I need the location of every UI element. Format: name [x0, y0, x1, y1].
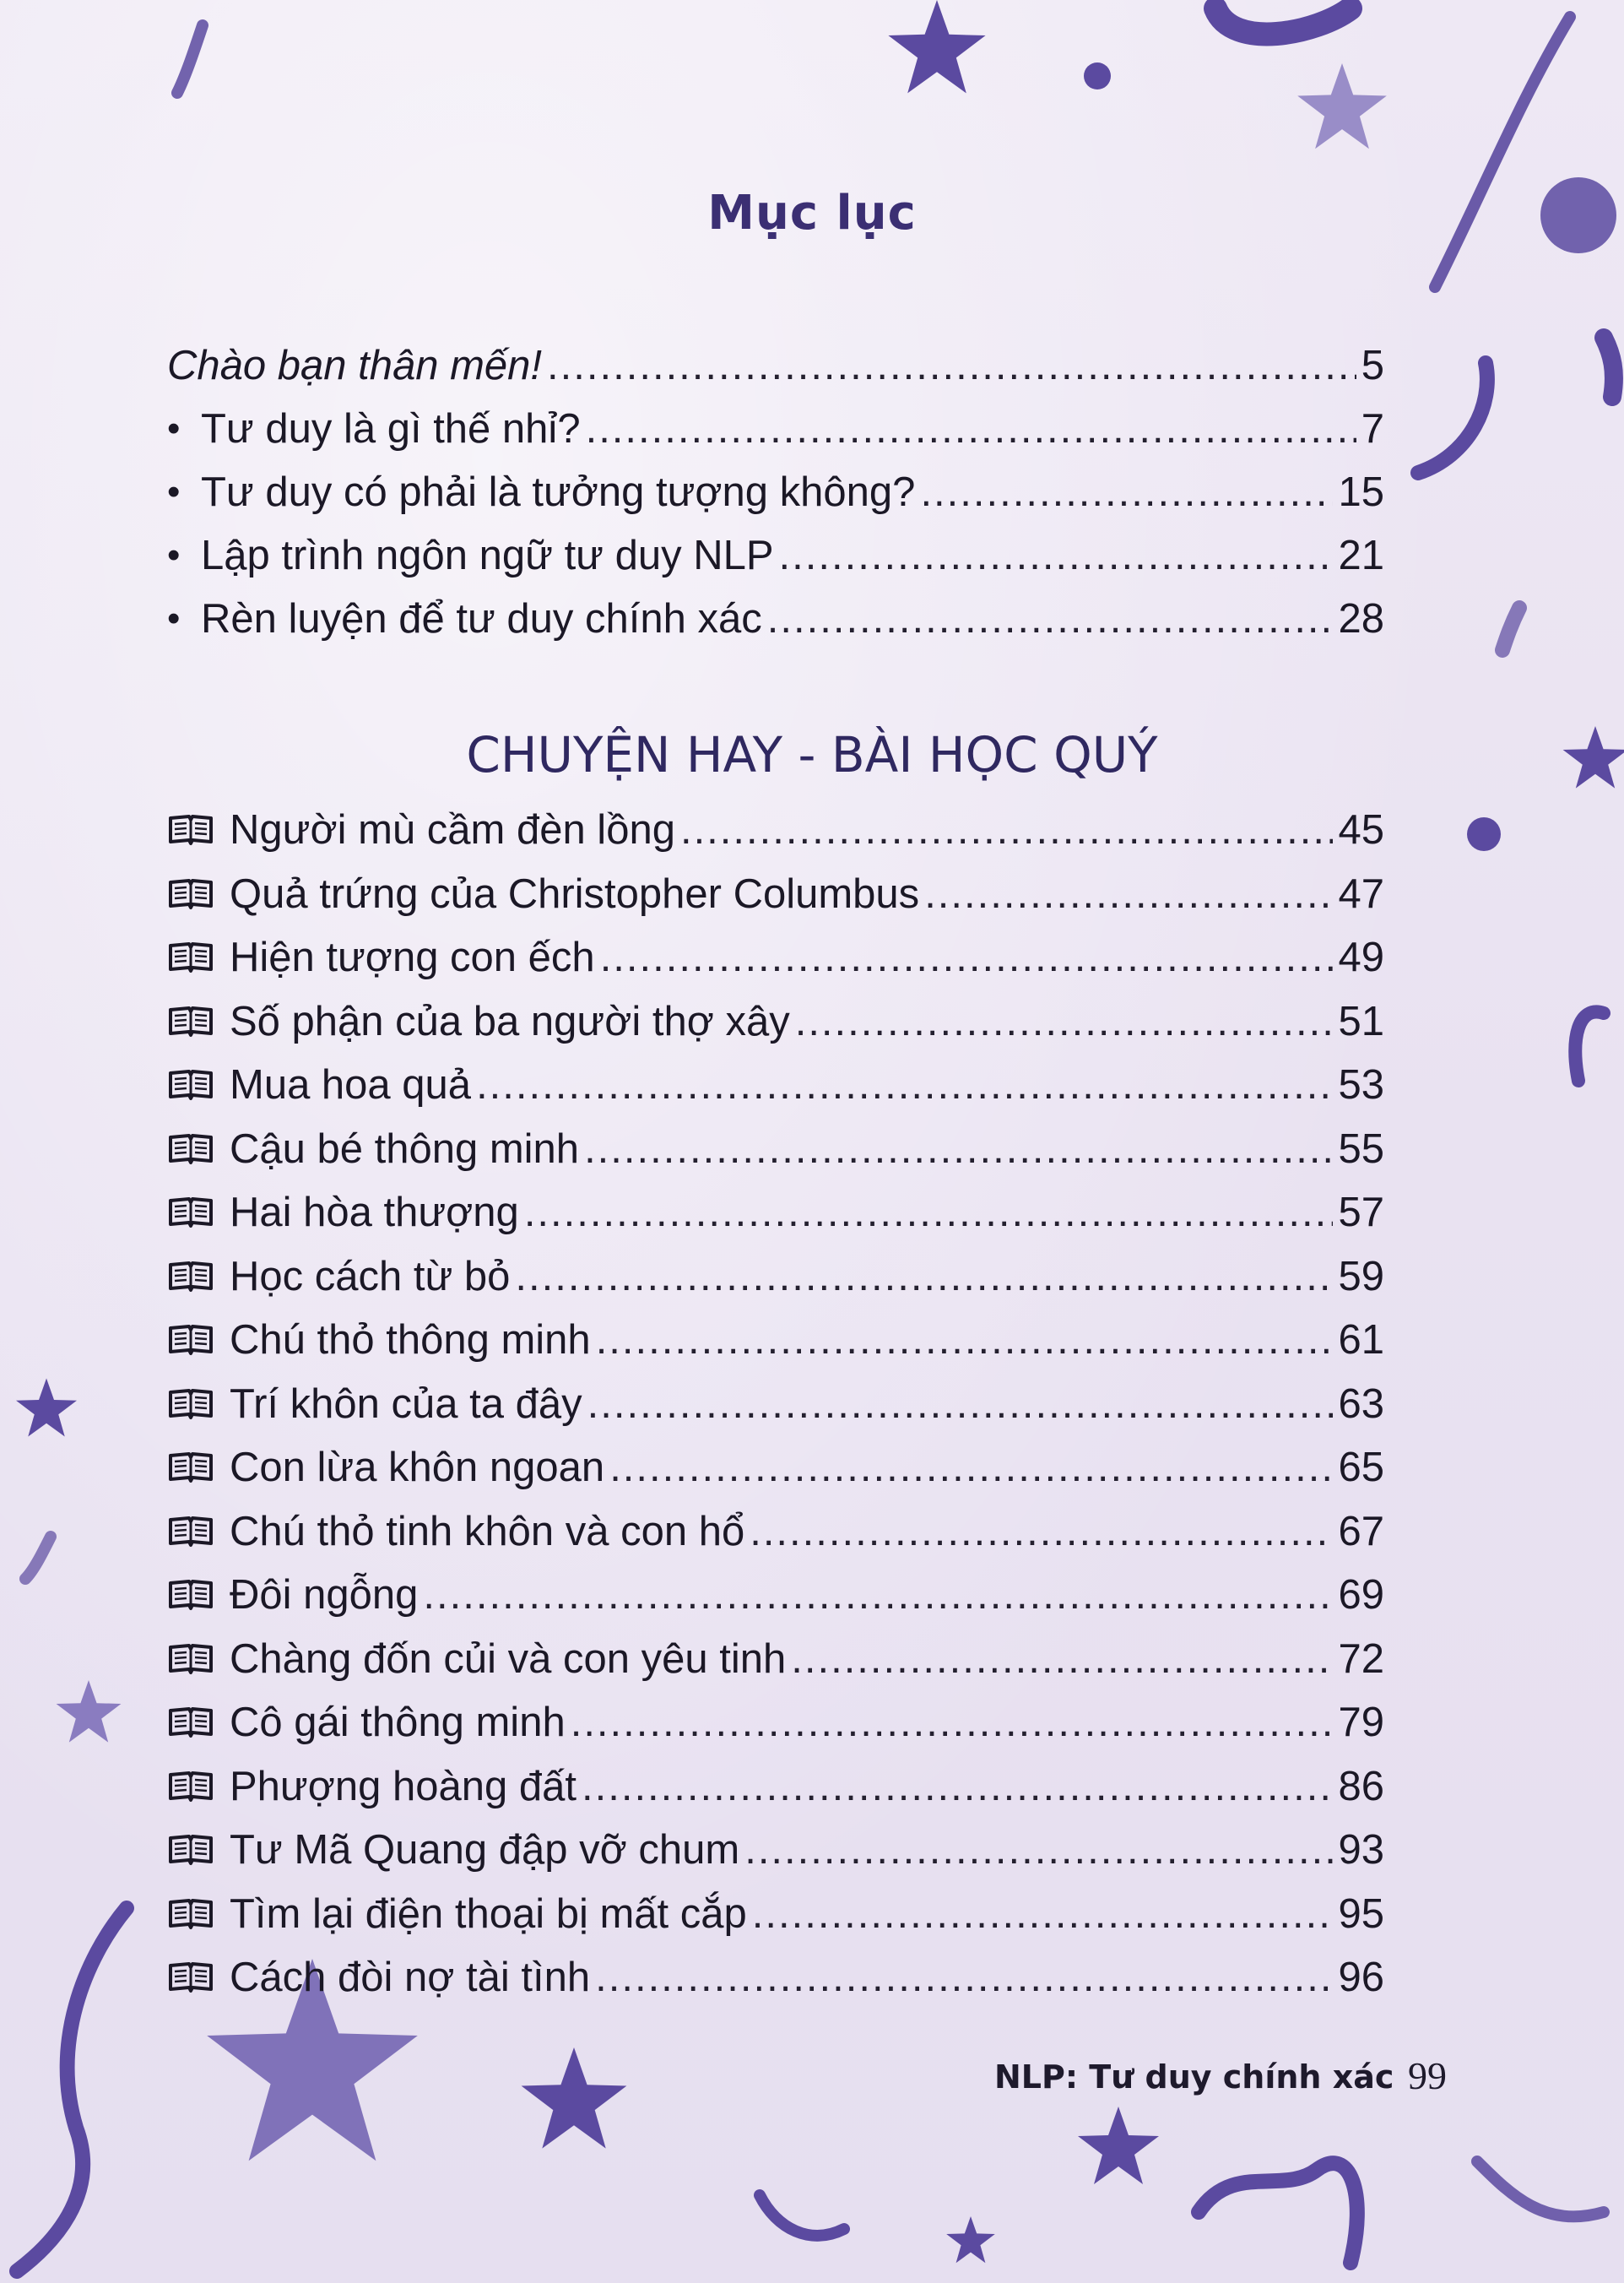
dot-leader	[752, 1889, 1334, 1939]
dot-leader	[680, 805, 1334, 855]
toc-entry-label: Học cách từ bỏ	[230, 1253, 511, 1299]
toc-entry-label: Số phận của ba người thợ xây	[230, 998, 790, 1044]
toc-entry-label: Cách đòi nợ tài tình	[230, 1955, 591, 2000]
toc-entry-label: Hai hòa thượng	[230, 1190, 519, 1235]
page-number: 99	[1408, 2054, 1447, 2097]
toc-entry	[167, 454, 1384, 518]
toc-entry-label: Lập trình ngôn ngữ tư duy NLP	[201, 533, 774, 578]
toc-entry-page: 21	[1338, 533, 1384, 578]
dot-leader	[515, 1251, 1333, 1302]
toc-entry	[167, 328, 1384, 391]
toc-entry	[167, 1939, 1384, 2003]
toc-entry	[167, 581, 1384, 644]
open-book-icon	[167, 1506, 230, 1557]
dot-leader	[600, 932, 1334, 983]
open-book-icon	[167, 1060, 230, 1110]
dot-leader	[584, 1124, 1333, 1174]
toc-entry-page: 28	[1338, 596, 1384, 642]
page-title: Mục lục	[707, 186, 917, 241]
bullet-icon: •	[167, 598, 181, 639]
toc-entry-label: Trí khôn của ta đây	[230, 1380, 582, 1427]
toc-entry-label: Hiện tượng con ếch	[230, 935, 595, 980]
dot-leader	[476, 1060, 1333, 1110]
toc-entry-page: 63	[1338, 1380, 1384, 1427]
dot-leader	[750, 1506, 1333, 1557]
toc-entry	[167, 984, 1384, 1047]
toc-entry-page: 72	[1338, 1635, 1384, 1682]
toc-entry	[167, 1749, 1384, 1812]
toc-entry-page: 65	[1338, 1445, 1384, 1490]
toc-entry-page: 61	[1338, 1317, 1384, 1363]
bullet-icon: •	[167, 408, 181, 449]
open-book-icon	[167, 1124, 230, 1174]
toc-entry	[167, 1684, 1384, 1748]
toc-entry-page: 93	[1338, 1827, 1384, 1873]
open-book-icon	[167, 1697, 230, 1748]
toc-entry-label: Quả trứng của Christopher Columbus	[230, 870, 920, 917]
toc-entry	[167, 1302, 1384, 1365]
dot-leader	[924, 869, 1333, 919]
toc-entry-label: Tìm lại điện thoại bị mất cắp	[230, 1890, 747, 1937]
dot-leader	[744, 1825, 1333, 1875]
toc-entry	[167, 1047, 1384, 1110]
toc-entry	[167, 1557, 1384, 1620]
toc-entry	[167, 391, 1384, 454]
running-footer-title: NLP: Tư duy chính xác	[994, 2058, 1394, 2096]
open-book-icon	[167, 869, 230, 919]
dot-leader	[582, 1761, 1334, 1812]
dot-leader	[524, 1187, 1334, 1238]
open-book-icon	[167, 1251, 230, 1302]
bullet-icon: •	[167, 471, 181, 512]
open-book-icon	[167, 1187, 230, 1238]
toc-entry-page: 57	[1338, 1190, 1384, 1235]
toc-entry-label: Phượng hoàng đất	[230, 1763, 577, 1809]
dot-leader	[595, 1952, 1333, 2003]
toc-entry-label: Chú thỏ thông minh	[230, 1317, 591, 1363]
dot-leader	[609, 1442, 1333, 1493]
toc-entry	[167, 1494, 1384, 1557]
toc-entry-label: Chào bạn thân mến!	[167, 343, 543, 388]
toc-entry-label: Mua hoa quả	[230, 1062, 472, 1108]
toc-entry-page: 59	[1338, 1253, 1384, 1299]
toc-entry-page: 15	[1338, 469, 1384, 515]
dot-leader	[596, 1315, 1334, 1365]
dot-leader	[767, 594, 1334, 644]
toc-entry	[167, 1812, 1384, 1875]
toc-entry	[167, 856, 1384, 919]
toc-entry-page: 79	[1338, 1700, 1384, 1745]
open-book-icon	[167, 1889, 230, 1939]
open-book-icon	[167, 1570, 230, 1620]
toc-entry-label: Chú thỏ tinh khôn và con hổ	[230, 1508, 745, 1554]
toc-entry-page: 69	[1338, 1572, 1384, 1618]
toc-entry-page: 7	[1361, 406, 1384, 452]
dot-leader	[586, 404, 1356, 454]
dot-leader	[547, 340, 1356, 391]
toc-entry-label: Con lừa khôn ngoan	[230, 1445, 605, 1490]
toc-entry-label: Đôi ngỗng	[230, 1572, 419, 1618]
toc-entry	[167, 792, 1384, 855]
open-book-icon	[167, 1825, 230, 1875]
dot-leader	[423, 1570, 1333, 1620]
toc-entry-page: 96	[1338, 1955, 1384, 2000]
toc-entry	[167, 1621, 1384, 1684]
toc-entry-label: Người mù cầm đèn lồng	[230, 807, 675, 853]
dot-leader	[791, 1634, 1333, 1684]
open-book-icon	[167, 1442, 230, 1493]
dot-leader	[587, 1379, 1334, 1429]
toc-entry-label: Tư Mã Quang đập vỡ chum	[230, 1827, 740, 1873]
toc-entry	[167, 1876, 1384, 1939]
open-book-icon	[167, 932, 230, 983]
open-book-icon	[167, 1379, 230, 1429]
toc-entry-page: 55	[1338, 1125, 1384, 1172]
toc-entry	[167, 1174, 1384, 1238]
toc-entry	[167, 1239, 1384, 1302]
toc-entry	[167, 1429, 1384, 1493]
toc-entry-label: Tư duy có phải là tưởng tượng không?	[201, 469, 916, 515]
open-book-icon	[167, 1634, 230, 1684]
dot-leader	[795, 996, 1334, 1047]
toc-entry	[167, 518, 1384, 581]
toc-entry-label: Cô gái thông minh	[230, 1700, 566, 1745]
toc-entry	[167, 1111, 1384, 1174]
open-book-icon	[167, 1315, 230, 1365]
dot-leader	[571, 1697, 1334, 1748]
toc-entry-label: Rèn luyện để tư duy chính xác	[201, 596, 762, 642]
toc-entry-page: 45	[1338, 807, 1384, 853]
section-heading: CHUYỆN HAY - BÀI HỌC QUÝ	[466, 726, 1158, 784]
toc-entry-page: 5	[1361, 343, 1384, 388]
open-book-icon	[167, 996, 230, 1047]
open-book-icon	[167, 1761, 230, 1812]
open-book-icon	[167, 1952, 230, 2003]
toc-entry-page: 67	[1338, 1508, 1384, 1554]
toc-entry-page: 49	[1338, 935, 1384, 980]
toc-entry-page: 95	[1338, 1890, 1384, 1937]
open-book-icon	[167, 805, 230, 855]
toc-entry-page: 86	[1338, 1763, 1384, 1809]
bullet-icon: •	[167, 534, 181, 576]
toc-entry-label: Chàng đốn củi và con yêu tinh	[230, 1635, 787, 1682]
toc-entry	[167, 919, 1384, 983]
dot-leader	[920, 467, 1333, 518]
toc-entry-page: 53	[1338, 1062, 1384, 1108]
toc-entry-label: Tư duy là gì thế nhỉ?	[201, 406, 581, 452]
dot-leader	[779, 530, 1334, 581]
toc-entry-page: 47	[1338, 870, 1384, 917]
toc-entry-page: 51	[1338, 998, 1384, 1044]
toc-entry-label: Cậu bé thông minh	[230, 1125, 580, 1172]
toc-entry	[167, 1366, 1384, 1429]
